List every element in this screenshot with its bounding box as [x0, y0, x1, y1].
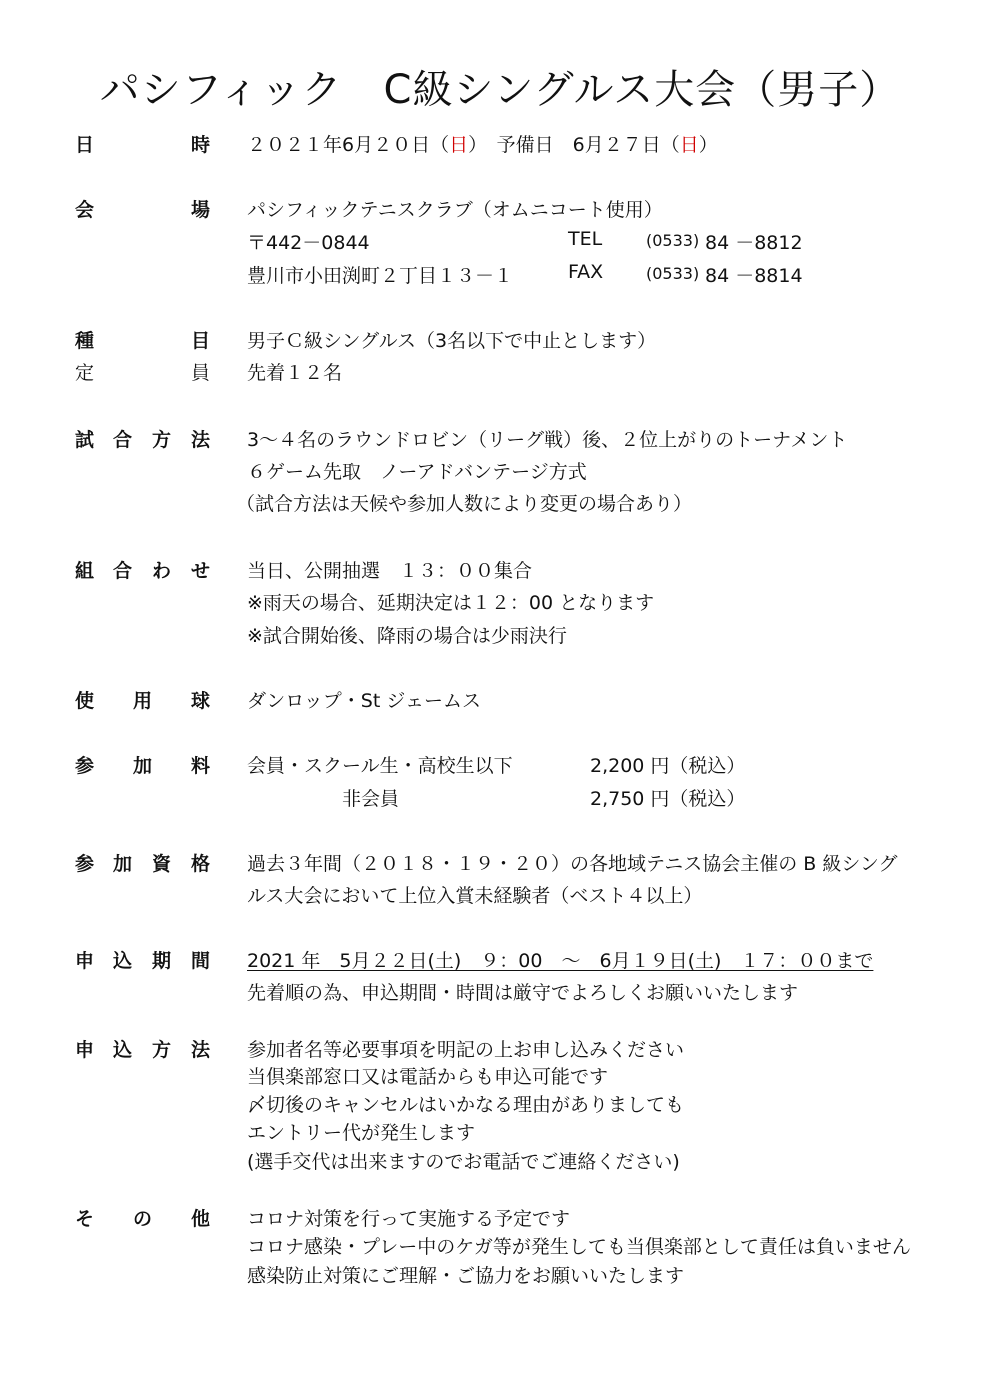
- eligibility-line-1: 過去３年間（２０１８・１９・２０）の各地域テニス協会主催の B 級シング: [247, 853, 898, 875]
- capacity-value: 先着１２名: [247, 362, 343, 384]
- datetime-value: ２０２１年6月２０日（日） 予備日 6月２７日（日）: [247, 134, 718, 156]
- draw-line-2: ※雨天の場合、延期決定は１２：00 となります: [247, 592, 655, 614]
- event-value: 男子Ｃ級シングルス（3名以下で中止とします）: [247, 330, 657, 352]
- spare-weekday: 日: [679, 134, 699, 156]
- other-line-1: コロナ対策を行って実施する予定です: [247, 1208, 571, 1230]
- fee-member-label: 会員・スクール生・高校生以下: [247, 755, 513, 777]
- tel-label: TEL: [568, 228, 603, 250]
- ball-value: ダンロップ・St ジェームス: [247, 690, 481, 712]
- draw-line-3: ※試合開始後、降雨の場合は少雨決行: [247, 625, 567, 647]
- other-line-2: コロナ感染・プレー中のケガ等が発生しても当倶楽部として責任は負いません: [247, 1236, 911, 1258]
- date-weekday: 日: [449, 134, 469, 156]
- fax-number: 84 －8814: [705, 265, 803, 287]
- eligibility-line-2: ルス大会において上位入賞未経験者（ベスト４以上）: [247, 885, 703, 907]
- fee-member-price: 2,200 円（税込）: [590, 755, 746, 777]
- method-line-5: (選手交代は出来ますのでお電話でご連絡ください): [247, 1151, 680, 1173]
- fax-area: (0533): [646, 264, 700, 283]
- fee-nonmember-price: 2,750 円（税込）: [590, 788, 746, 810]
- format-line-3: （試合方法は天候や参加人数により変更の場合あり）: [236, 493, 693, 515]
- method-line-2: 当倶楽部窓口又は電話からも申込可能です: [247, 1066, 609, 1088]
- fee-nonmember-label: 非会員: [342, 788, 400, 810]
- tel-area: (0533): [646, 231, 700, 250]
- fax-label: FAX: [568, 261, 604, 283]
- method-line-4: エントリー代が発生します: [247, 1122, 476, 1144]
- venue-name: パシフィックテニスクラブ（オムニコート使用）: [247, 199, 663, 221]
- page-title: パシフィック C級シングルス大会（男子）: [99, 67, 901, 113]
- method-line-3: 〆切後のキャンセルはいかなる理由がありましても: [247, 1094, 685, 1116]
- venue-postal: 〒442－0844: [247, 232, 370, 254]
- method-line-1: 参加者名等必要事項を明記の上お申し込みください: [247, 1039, 685, 1061]
- period-line-1: 2021 年 5月２２日(土) ９：00 ～ 6月１９日(土) １７：００まで: [247, 950, 874, 972]
- period-line-2: 先着順の為、申込期間・時間は厳守でよろしくお願いいたします: [247, 982, 799, 1004]
- draw-line-1: 当日、公開抽選 １３：００集合: [247, 560, 533, 582]
- format-line-2: ６ゲーム先取 ノーアドバンテージ方式: [247, 461, 587, 483]
- tel-number: 84 －8812: [705, 232, 803, 254]
- format-line-1: 3～４名のラウンドロビン（リーグ戦）後、２位上がりのトーナメント: [247, 429, 848, 451]
- other-line-3: 感染防止対策にご理解・ご協力をお願いいたします: [247, 1265, 685, 1287]
- venue-address: 豊川市小田渕町２丁目１３－１: [247, 265, 514, 287]
